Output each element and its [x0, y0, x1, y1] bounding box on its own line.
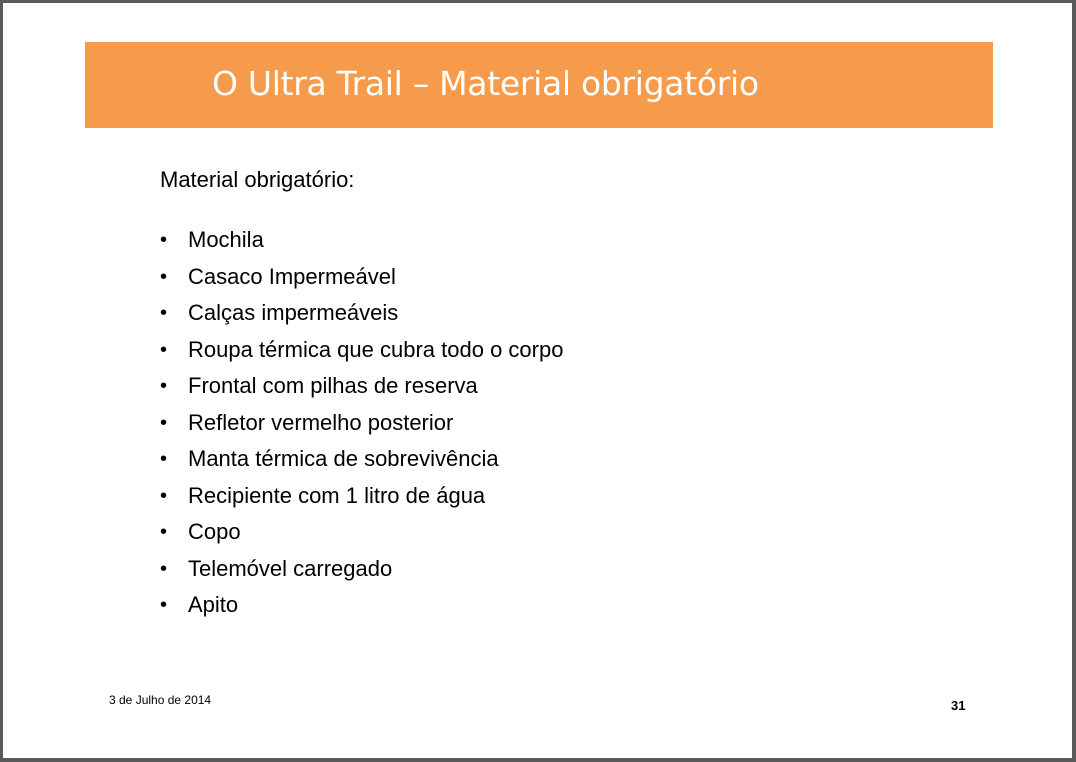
list-item-text: Frontal com pilhas de reserva — [188, 373, 478, 398]
bullet-icon: • — [160, 411, 168, 434]
intro-text: Material obrigatório: — [160, 167, 355, 192]
bullet-icon: • — [160, 484, 168, 507]
list-item-text: Mochila — [188, 227, 264, 252]
list-item-text: Manta térmica de sobrevivência — [188, 446, 499, 471]
slide-title: O Ultra Trail – Material obrigatório — [212, 64, 759, 103]
list-item-text: Apito — [188, 592, 239, 617]
footer-date: 3 de Julho de 2014 — [109, 693, 212, 707]
page-number: 31 — [951, 698, 966, 713]
bullet-icon: • — [160, 302, 168, 324]
list-item-text: Telemóvel carregado — [188, 555, 393, 581]
bullet-icon: • — [160, 375, 168, 397]
bullet-icon: • — [160, 594, 168, 616]
list-item-text: Casaco Impermeável — [188, 263, 396, 289]
bullet-icon: • — [160, 521, 168, 543]
title-bar — [85, 42, 993, 128]
bullet-icon: • — [160, 338, 168, 361]
list-item-text: Roupa térmica que cubra todo o corpo — [188, 336, 564, 362]
list-item-text: Calças impermeáveis — [188, 300, 399, 325]
bullet-icon: • — [160, 448, 168, 470]
bullet-icon: • — [160, 265, 168, 288]
list-item-text: Copo — [188, 519, 241, 544]
bullet-icon: • — [160, 557, 168, 580]
list-item-text: Recipiente com 1 litro de água — [188, 482, 486, 508]
bullet-icon: • — [160, 229, 168, 251]
list-item-text: Refletor vermelho posterior — [188, 409, 454, 435]
